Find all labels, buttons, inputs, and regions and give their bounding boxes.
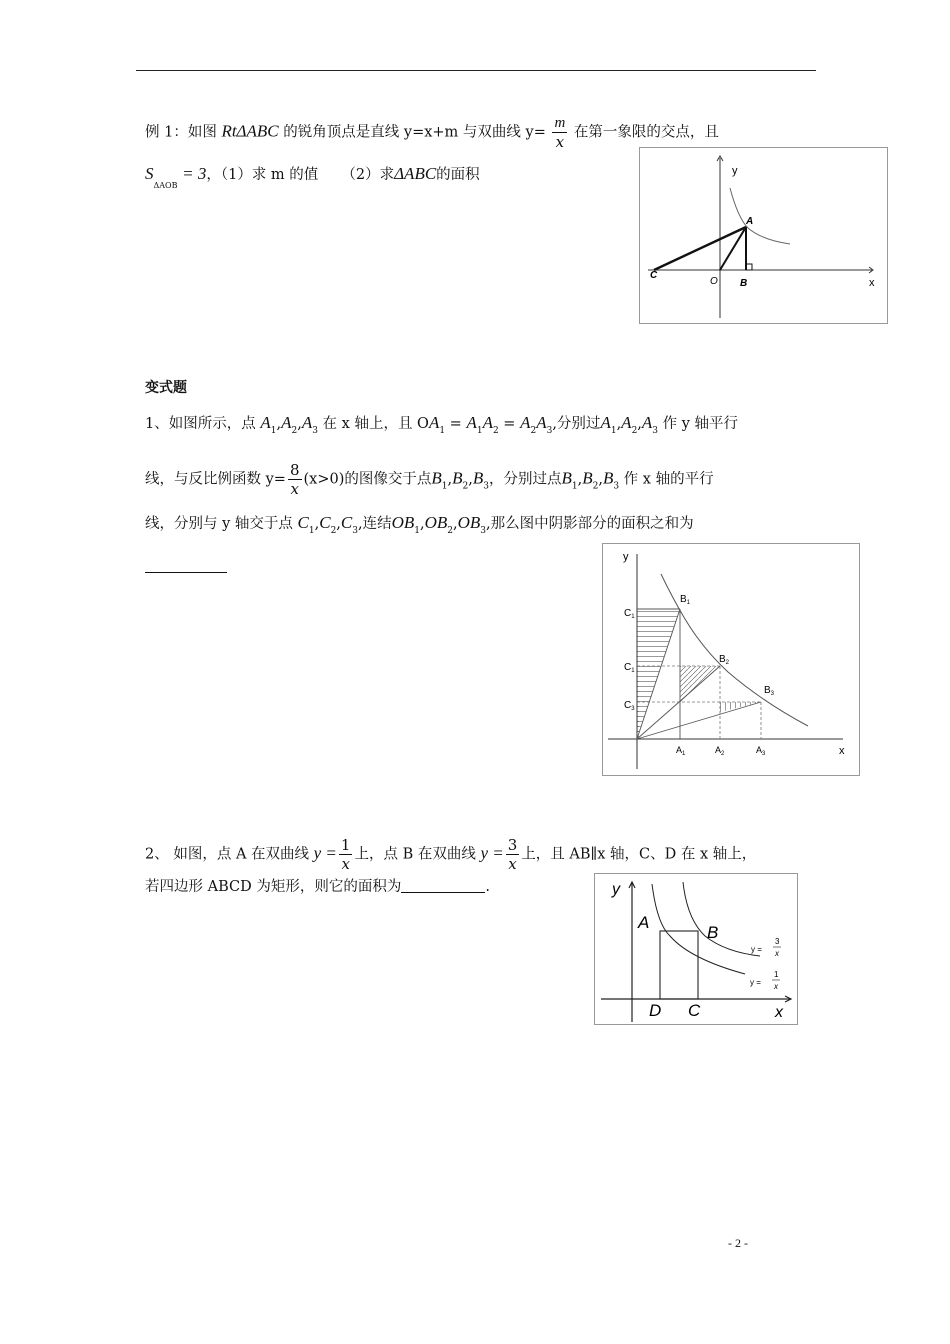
p2-answer-blank[interactable] bbox=[401, 878, 485, 893]
p1-connect: ,连结 bbox=[357, 516, 392, 532]
area-subscript: ΔAOB bbox=[153, 181, 178, 190]
label-a1: $A_1$ bbox=[676, 745, 686, 757]
fraction-denominator: x bbox=[508, 855, 517, 873]
example1-text2: 在第一象限的交点，且 bbox=[573, 124, 719, 141]
p1-through: ,分别过 bbox=[552, 416, 601, 432]
label-c1: $C_1$ bbox=[624, 608, 635, 620]
problem1-line2: 线，与反比例函数 y= $\frac{8}{x}$ (x>0)的图像交于点$B_1,B_2,B_3$，分别过点$B_1,B_2,B_3$ 作 x 轴的平行 bbox=[145, 461, 714, 498]
figure-example1 bbox=[639, 147, 888, 324]
curve1-num: 1 bbox=[774, 970, 779, 979]
variants-heading: 变式题 bbox=[145, 380, 187, 396]
p2-line2: 若四边形 ABCD 为矩形，则它的面积为 bbox=[145, 879, 402, 895]
fraction-denominator: x bbox=[290, 480, 299, 498]
fraction-numerator: 8 bbox=[289, 461, 300, 479]
figure-problem2 bbox=[594, 873, 798, 1025]
problem1-line1: 1、如图所示，点 $A_1,A_2,A_3$ 在 x 轴上，且 $OA_1 = A_1A_2 = A_2A_3$,分别过$A_1,A_2,A_3$ 作 y 轴平行 bbox=[145, 413, 739, 436]
fraction-3-over-x bbox=[506, 836, 520, 873]
curve1-label: y = bbox=[750, 978, 761, 987]
triangle-abc-label: ΔABC bbox=[394, 164, 437, 183]
curve3-den: x bbox=[775, 949, 779, 958]
p2-mid: 上，点 B 在双曲线 bbox=[354, 846, 476, 863]
curve1-den: x bbox=[774, 982, 778, 991]
p1-line2-start: 线，与反比例函数 y= bbox=[145, 471, 286, 488]
fraction-1-over-x bbox=[339, 836, 353, 873]
page-number: - 2 - bbox=[728, 1236, 748, 1250]
p1-parallel-x: 作 x 轴的平行 bbox=[623, 471, 714, 488]
fraction-numerator: m bbox=[554, 115, 566, 131]
fraction-numerator: 3 bbox=[507, 836, 518, 854]
label-a3: $A_3$ bbox=[756, 745, 766, 757]
question-2: （2）求 bbox=[341, 167, 395, 183]
point-b-label: B bbox=[707, 923, 719, 942]
p1-parallel-y: 作 y 轴平行 bbox=[662, 416, 739, 432]
question-2-end: 的面积 bbox=[436, 167, 480, 183]
example1-prefix: 例 1：如图 bbox=[145, 124, 217, 141]
figure-problem1-svg bbox=[603, 544, 859, 775]
p1-intro: 1、如图所示，点 bbox=[145, 416, 256, 432]
x-axis-label: x bbox=[775, 1004, 783, 1021]
figure-problem1 bbox=[602, 543, 860, 776]
point-b-label: B bbox=[740, 278, 748, 289]
y-axis-label: y bbox=[612, 881, 620, 898]
p1-line3-start: 线，分别与 y 轴交于点 bbox=[145, 516, 293, 532]
fraction-m-over-x bbox=[552, 114, 567, 151]
point-c-label: C bbox=[650, 270, 658, 281]
fraction-numerator: 1 bbox=[340, 836, 351, 854]
example1-text1: 的锐角顶点是直线 y=x+m 与双曲线 y= bbox=[283, 124, 546, 141]
fraction-denominator: x bbox=[555, 133, 565, 151]
x-axis-label: x bbox=[869, 277, 875, 289]
p2-intro: 2、 如图，点 A 在双曲线 bbox=[145, 846, 310, 863]
header-rule bbox=[136, 70, 816, 71]
area-equation: = 3 bbox=[182, 164, 207, 183]
p2-y1: y = bbox=[313, 843, 337, 863]
problem1-line3: 线，分别与 y 轴交于点 $C_1,C_2,C_3$,连结$OB_1,OB_2,OB_3$,那么图中阴影部分的面积之和为 bbox=[145, 513, 694, 536]
y-axis-label: y bbox=[732, 165, 738, 177]
p1-on-x: 在 x 轴上，且 O bbox=[322, 416, 429, 432]
curve-y-3-over-x bbox=[683, 882, 760, 956]
fraction-8-over-x bbox=[288, 461, 302, 498]
example1-line2 bbox=[145, 164, 480, 196]
label-a2: $A_2$ bbox=[715, 745, 725, 757]
figure-example1-svg bbox=[640, 148, 887, 323]
point-d-label: D bbox=[649, 1001, 662, 1020]
p1-domain: (x>0)的图像交于点 bbox=[303, 471, 432, 488]
label-b2: $B_2$ bbox=[719, 654, 730, 666]
p1-ask: ,那么图中阴影部分的面积之和为 bbox=[486, 516, 694, 532]
point-a-label: A bbox=[638, 913, 650, 932]
rt-triangle-label: RtΔABC bbox=[221, 121, 279, 141]
problem2-line2 bbox=[145, 877, 490, 897]
curve3-label: y = bbox=[751, 945, 762, 954]
question-1: ，（1）求 m 的值 bbox=[206, 167, 319, 183]
example1-line1 bbox=[145, 114, 719, 151]
label-b1: $B_1$ bbox=[680, 594, 691, 606]
label-c2: $C_1$ bbox=[624, 662, 635, 674]
label-c3: $C_3$ bbox=[624, 700, 635, 712]
p2-y3: y = bbox=[480, 843, 504, 863]
point-c-label: C bbox=[688, 1001, 701, 1020]
p2-period: . bbox=[485, 879, 490, 895]
shaded-region-2 bbox=[680, 666, 720, 706]
x-axis-label: x bbox=[839, 745, 845, 757]
origin-label: O bbox=[710, 276, 718, 287]
fraction-denominator: x bbox=[341, 855, 350, 873]
point-a-label: A bbox=[746, 216, 754, 227]
p2-end: 上，且 AB∥x 轴，C、D 在 x 轴上， bbox=[521, 846, 757, 863]
figure-problem2-svg bbox=[595, 874, 797, 1024]
p1-through2: ，分别过点 bbox=[488, 471, 562, 488]
problem2-line1 bbox=[145, 836, 756, 873]
rectangle-abcd bbox=[660, 931, 698, 999]
hyperbola-curve bbox=[730, 188, 790, 244]
curve3-num: 3 bbox=[775, 937, 780, 946]
p1-answer-blank[interactable] bbox=[145, 556, 227, 575]
y-axis-label: y bbox=[623, 551, 629, 563]
label-b3: $B_3$ bbox=[764, 685, 775, 697]
line-ob3 bbox=[637, 702, 761, 739]
area-symbol: S bbox=[145, 164, 154, 183]
